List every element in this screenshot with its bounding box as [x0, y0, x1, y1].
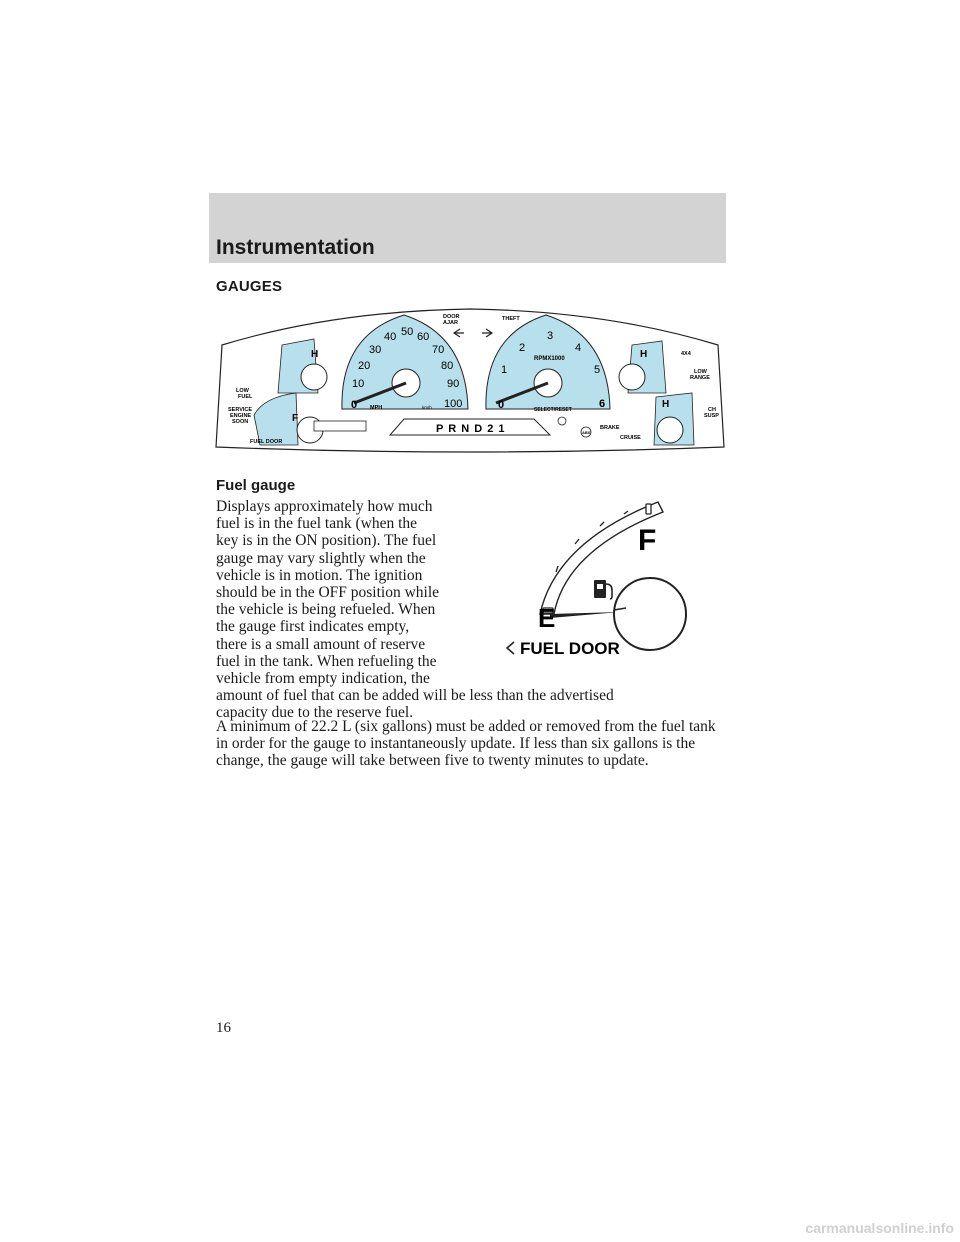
- instrument-cluster-illustration: [214, 305, 726, 455]
- footer-watermark: carmanualsonline.info: [805, 1220, 954, 1236]
- svg-text:50: 50: [401, 326, 414, 338]
- illus-e-label: E: [538, 603, 556, 633]
- svg-text:100: 100: [444, 398, 463, 410]
- svg-text:0: 0: [498, 399, 505, 411]
- illus-f-label: F: [638, 524, 657, 557]
- low-range-label-2: RANGE: [690, 375, 710, 381]
- svg-text:SELECT/RESET: SELECT/RESET: [534, 407, 572, 413]
- temp-gauge-h-label: H: [662, 399, 670, 410]
- svg-text:MPH: MPH: [370, 405, 383, 411]
- theft-label: THEFT: [502, 316, 520, 322]
- fuel-gauge-f-label: F: [292, 413, 299, 424]
- prnd-label: P R N D 2 1: [436, 423, 506, 435]
- temperature-gauge: [654, 393, 694, 445]
- svg-text:90: 90: [447, 378, 460, 390]
- cluster-fuel-door-label: FUEL DOOR: [250, 439, 283, 445]
- service-label-3: SOON: [232, 419, 249, 425]
- ch-susp-label-1: CH: [708, 407, 716, 413]
- svg-text:20: 20: [358, 360, 371, 372]
- low-range-label-1: LOW: [694, 369, 707, 375]
- section-title: GAUGES: [216, 278, 283, 295]
- svg-text:70: 70: [432, 344, 445, 356]
- svg-text:RPMX1000: RPMX1000: [534, 356, 565, 362]
- service-label-1: SERVICE: [228, 407, 253, 413]
- svg-text:3: 3: [547, 330, 554, 342]
- low-fuel-label-2: FUEL: [238, 394, 253, 400]
- svg-text:60: 60: [417, 331, 430, 343]
- svg-text:0: 0: [351, 399, 358, 411]
- page-number: 16: [216, 1020, 231, 1036]
- fuel-gauge-illustration: [500, 492, 700, 662]
- abs-label: ABS: [582, 430, 591, 435]
- ch-susp-label-2: SUSP: [704, 413, 719, 419]
- fuel-gauge-paragraph-1: Displays approximately how much fuel is in the fuel tank (when the key is in the ON position). The fuel gauge may vary slightly when the vehicle is in motion. The ignition should be in the OFF position while the vehicle is being refueled. When the gauge first indicates empty, there is a small amount of reserve fuel in the tank. When refueling the vehicle from empty indication, the amount of fuel that can be added will be less than the advertised capacity due to the reserve fuel.: [216, 498, 614, 722]
- page-header-title: Instrumentation: [216, 236, 375, 259]
- svg-text:6: 6: [599, 398, 606, 410]
- svg-text:km/h: km/h: [422, 405, 432, 410]
- service-label-2: ENGINE: [230, 413, 252, 419]
- full-tick: [646, 504, 651, 514]
- svg-text:2: 2: [519, 342, 526, 354]
- svg-text:80: 80: [441, 360, 454, 372]
- door-ajar-label-2: AJAR: [443, 320, 458, 326]
- svg-text:5: 5: [594, 364, 601, 376]
- oil-gauge-h-label: H: [311, 349, 319, 360]
- door-ajar-label-1: DOOR: [443, 314, 460, 320]
- svg-text:30: 30: [369, 344, 382, 356]
- brake-label: BRAKE: [600, 425, 620, 431]
- four-by-four-label: 4X4: [681, 351, 691, 357]
- fuel-pump-icon: [594, 580, 612, 599]
- fuel-gauge-paragraph-2: A minimum of 22.2 L (six gallons) must be added or removed from the fuel tank in order for the gauge to instantaneously update. If less than six gallons is the change, the gauge will take between five to twenty minutes to update.: [216, 718, 716, 770]
- cruise-label: CRUISE: [620, 435, 641, 441]
- fuel-gauge-title: Fuel gauge: [216, 477, 296, 494]
- svg-text:4: 4: [575, 342, 582, 354]
- low-fuel-label-1: LOW: [236, 388, 249, 394]
- illus-fuel-door-label: FUEL DOOR: [520, 639, 620, 658]
- svg-text:40: 40: [384, 331, 397, 343]
- fuel-door-arrow-icon: [507, 642, 514, 654]
- svg-text:1: 1: [501, 364, 508, 376]
- odometer-display: [314, 421, 366, 431]
- svg-text:10: 10: [352, 378, 365, 390]
- battery-gauge-h-label: H: [640, 349, 648, 360]
